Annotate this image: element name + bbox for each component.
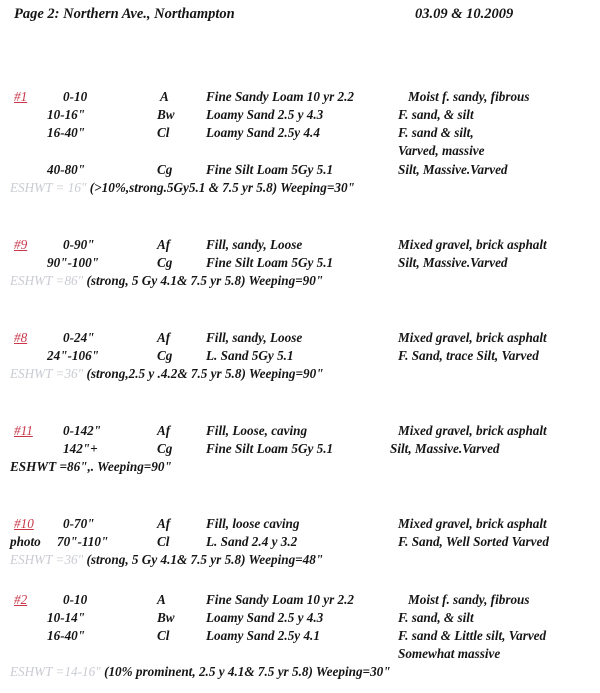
horizon: Af xyxy=(157,516,171,531)
depth: 40-80" xyxy=(47,162,86,177)
description: F. sand, & silt xyxy=(398,610,474,625)
description: Mixed gravel, brick asphalt xyxy=(398,330,547,345)
eshwt-label: ESHWT =86" xyxy=(10,273,84,288)
horizon: Cl xyxy=(157,534,170,549)
pit-id: #1 xyxy=(14,89,28,104)
description: Silt, Massive.Varved xyxy=(398,162,508,177)
horizon: Cg xyxy=(157,441,173,456)
horizon: A xyxy=(160,89,169,104)
eshwt-detail: (10% prominent, 2.5 y 4.1& 7.5 yr 5.8) Weeping=30" xyxy=(104,664,391,679)
texture: Loamy Sand 2.5y 4.4 xyxy=(206,125,320,140)
description: Mixed gravel, brick asphalt xyxy=(398,237,547,252)
pit-id: #8 xyxy=(14,330,28,345)
eshwt-detail: (strong, 5 Gy 4.1& 7.5 yr 5.8) Weeping=48" xyxy=(86,552,324,567)
depth: 0-142" xyxy=(63,423,102,438)
eshwt-detail: (>10%,strong.5Gy5.1 & 7.5 yr 5.8) Weeping=30" xyxy=(89,180,355,195)
texture: Loamy Sand 2.5 y 4.3 xyxy=(206,610,324,625)
description: F. Sand, Well Sorted Varved xyxy=(398,534,549,549)
eshwt-label: ESHWT =36" xyxy=(10,366,84,381)
horizon: Af xyxy=(157,423,171,438)
description: Moist f. sandy, fibrous xyxy=(408,89,530,104)
horizon: Bw xyxy=(157,610,175,625)
pit-id: #2 xyxy=(14,592,28,607)
depth: 10-14" xyxy=(47,610,86,625)
eshwt-label: ESHWT = 16" xyxy=(10,180,87,195)
texture: Loamy Sand 2.5y 4.1 xyxy=(206,628,320,643)
depth: 0-24" xyxy=(63,330,95,345)
description: Silt, Massive.Varved xyxy=(390,441,500,456)
texture: Fine Sandy Loam 10 yr 2.2 xyxy=(206,592,354,607)
horizon: Cl xyxy=(157,628,170,643)
description: F. sand & silt, xyxy=(398,125,474,140)
depth: 24"-106" xyxy=(47,348,100,363)
depth: 10-16" xyxy=(47,107,86,122)
depth: 0-90" xyxy=(63,237,95,252)
texture: Fine Silt Loam 5Gy 5.1 xyxy=(206,255,334,270)
texture: Fill, sandy, Loose xyxy=(206,330,303,345)
eshwt-detail: (strong, 5 Gy 4.1& 7.5 yr 5.8) Weeping=90" xyxy=(86,273,324,288)
eshwt-label: ESHWT =14-16" xyxy=(10,664,101,679)
horizon: Bw xyxy=(157,107,175,122)
depth: 142"+ xyxy=(63,441,98,456)
description: Mixed gravel, brick asphalt xyxy=(398,423,547,438)
texture: Fill, Loose, caving xyxy=(206,423,308,438)
description: F. sand, & silt xyxy=(398,107,474,122)
page-dates: 03.09 & 10.2009 xyxy=(415,6,514,22)
eshwt-detail: Weeping=90" xyxy=(97,459,172,474)
description-continued: Varved, massive xyxy=(398,143,485,158)
pit-id: #11 xyxy=(14,423,33,438)
texture: Fill, sandy, Loose xyxy=(206,237,303,252)
horizon: Cg xyxy=(157,162,173,177)
description: F. Sand, trace Silt, Varved xyxy=(398,348,539,363)
description: Moist f. sandy, fibrous xyxy=(408,592,530,607)
description: Silt, Massive.Varved xyxy=(398,255,508,270)
texture: L. Sand 5Gy 5.1 xyxy=(206,348,294,363)
horizon: Af xyxy=(157,237,171,252)
texture: Fine Sandy Loam 10 yr 2.2 xyxy=(206,89,354,104)
depth: 0-10 xyxy=(63,89,88,104)
depth: 0-10 xyxy=(63,592,88,607)
eshwt-label: ESHWT =86",. xyxy=(10,459,95,474)
pit-id: #10 xyxy=(14,516,34,531)
description: Mixed gravel, brick asphalt xyxy=(398,516,547,531)
texture: Fill, loose caving xyxy=(206,516,300,531)
pit-id: #9 xyxy=(14,237,28,252)
texture: L. Sand 2.4 y 3.2 xyxy=(206,534,298,549)
eshwt-detail: (strong,2.5 y .4.2& 7.5 yr 5.8) Weeping=90" xyxy=(86,366,324,381)
horizon: Cl xyxy=(157,125,170,140)
horizon: Cg xyxy=(157,348,173,363)
texture: Fine Silt Loam 5Gy 5.1 xyxy=(206,162,334,177)
page-title: Page 2: Northern Ave., Northampton xyxy=(14,6,235,22)
horizon: A xyxy=(157,592,166,607)
horizon: Cg xyxy=(157,255,173,270)
horizon: Af xyxy=(157,330,171,345)
depth: 90"-100" xyxy=(47,255,100,270)
depth: 70"-110" xyxy=(57,534,109,549)
eshwt-label: ESHWT =36" xyxy=(10,552,84,567)
description-continued: Somewhat massive xyxy=(398,646,501,661)
texture: Loamy Sand 2.5 y 4.3 xyxy=(206,107,324,122)
texture: Fine Silt Loam 5Gy 5.1 xyxy=(206,441,334,456)
depth: 16-40" xyxy=(47,125,86,140)
depth: 0-70" xyxy=(63,516,95,531)
description: F. sand & Little silt, Varved xyxy=(398,628,547,643)
depth: 16-40" xyxy=(47,628,86,643)
photo-note: photo xyxy=(10,534,41,549)
